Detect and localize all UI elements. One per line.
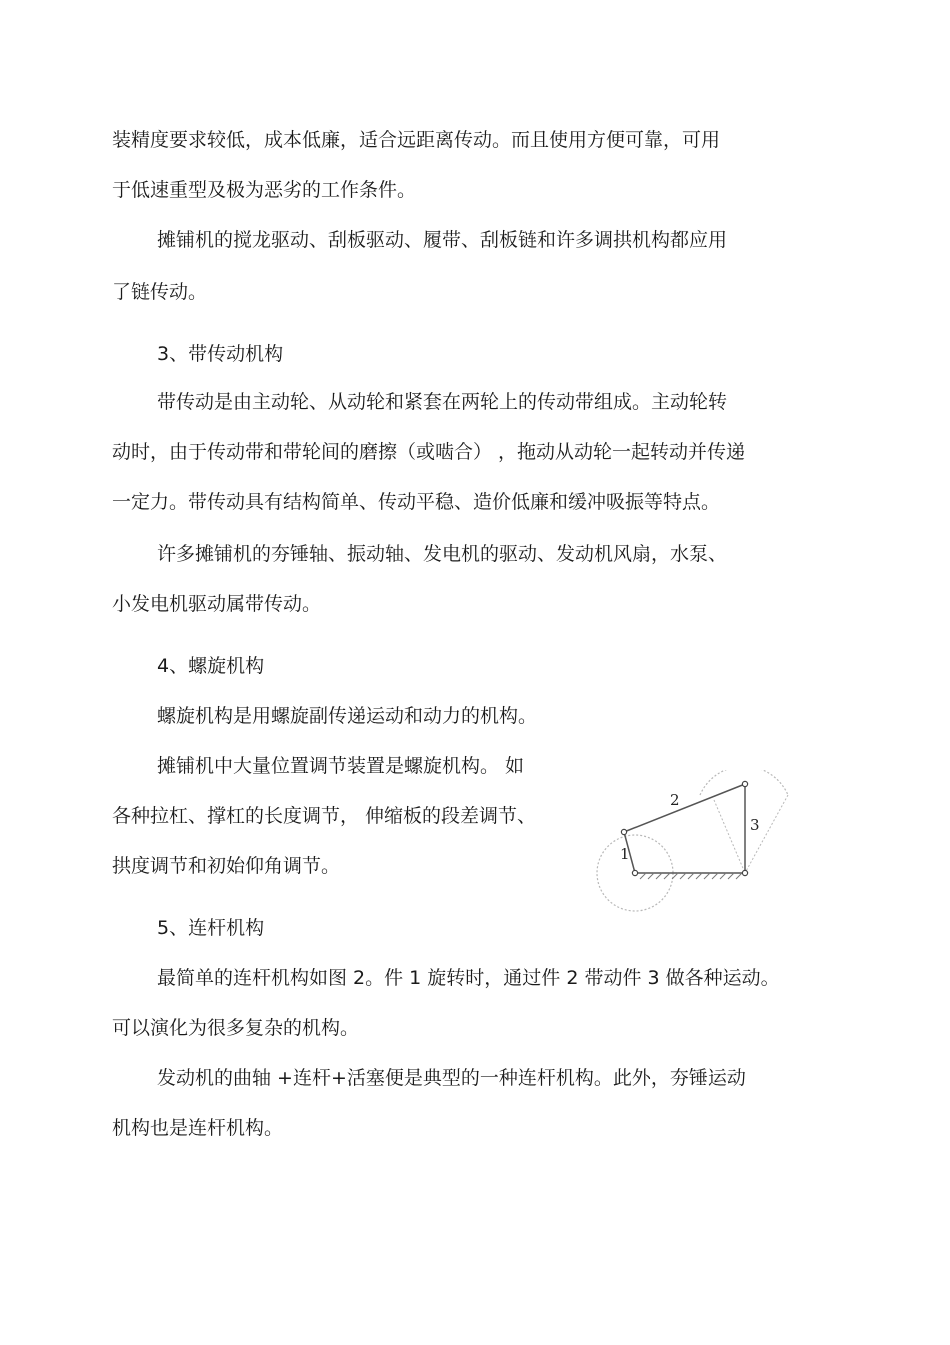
paragraph-line: 各种拉杠、撑杠的长度调节， 伸缩板的段差调节、 [112, 805, 537, 827]
joint [742, 870, 747, 875]
link-label-2: 2 [670, 791, 680, 809]
construction-line [745, 795, 788, 873]
paragraph-line: 许多摊铺机的夯锤轴、振动轴、发电机的驱动、发动机风扇，水泵、 [157, 543, 728, 565]
paragraph-line: 发动机的曲轴 +连杆+活塞便是典型的一种连杆机构。此外，夯锤运动 [157, 1067, 746, 1089]
paragraph-line: 拱度调节和初始仰角调节。 [112, 855, 341, 877]
paragraph-line: 装精度要求较低，成本低廉，适合远距离传动。而且使用方便可靠，可用 [112, 129, 721, 151]
paragraph-line: 机构也是连杆机构。 [112, 1117, 284, 1139]
joint [742, 781, 747, 786]
ground-hatching [640, 873, 742, 879]
paragraph-line: 于低速重型及极为恶劣的工作条件。 [112, 179, 417, 201]
paragraph-line: 动时，由于传动带和带轮间的磨擦（或啮合） ，拖动从动轮一起转动并传递 [112, 441, 746, 463]
section-heading: 5、连杆机构 [157, 917, 265, 939]
joint [621, 829, 626, 834]
paragraph-line: 螺旋机构是用螺旋副传递运动和动力的机构。 [157, 705, 538, 727]
paragraph-line: 了链传动。 [112, 281, 208, 303]
section-heading: 4、螺旋机构 [157, 655, 265, 677]
paragraph-line: 摊铺机的搅龙驱动、刮板驱动、履带、刮板链和许多调拱机构都应用 [157, 229, 728, 251]
paragraph-line: 带传动是由主动轮、从动轮和紧套在两轮上的传动带组成。主动轮转 [157, 391, 728, 413]
construction-line [714, 800, 745, 873]
joint [632, 870, 637, 875]
link-label-3: 3 [750, 816, 760, 834]
link-label-1: 1 [620, 845, 630, 863]
paragraph-line: 小发电机驱动属带传动。 [112, 593, 322, 615]
section-heading: 3、带传动机构 [157, 343, 284, 365]
paragraph-line: 一定力。带传动具有结构简单、传动平稳、造价低廉和缓冲吸振等特点。 [112, 491, 721, 513]
coupler-link-2 [624, 784, 745, 832]
paragraph-line: 摊铺机中大量位置调节装置是螺旋机构。 如 [157, 755, 525, 777]
linkage-diagram [590, 770, 810, 920]
paragraph-line: 可以演化为很多复杂的机构。 [112, 1017, 360, 1039]
paragraph-line: 最简单的连杆机构如图 2。件 1 旋转时，通过件 2 带动件 3 做各种运动。 [157, 967, 780, 989]
